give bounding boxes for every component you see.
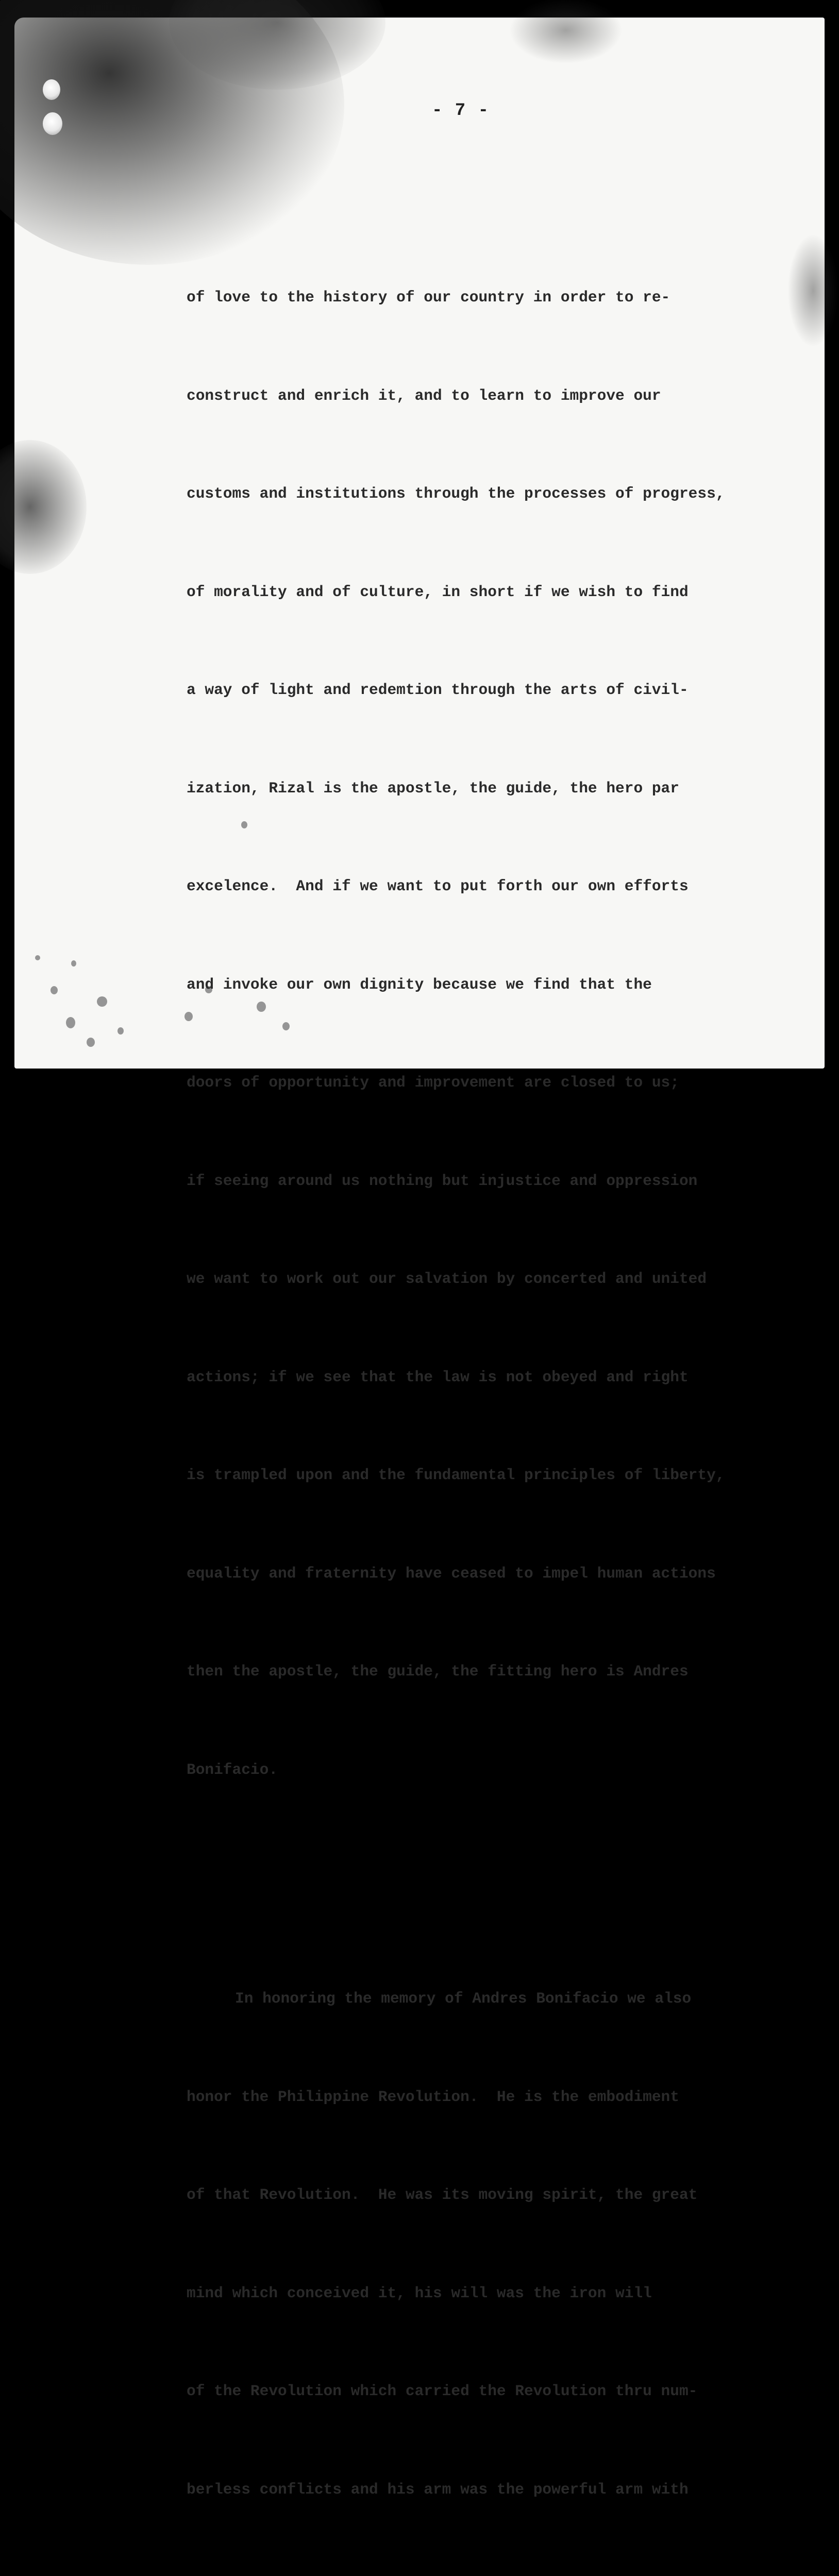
text-line: honor the Philippine Revolution. He is the embodiment [187, 2088, 679, 2106]
speck [71, 960, 76, 967]
text-line: berless conflicts and his arm was the powerful arm with [187, 2480, 689, 2498]
punch-hole [43, 112, 62, 135]
text-line: of morality and of culture, in short if we wish to find [187, 583, 689, 601]
speck [87, 1038, 95, 1047]
speck [66, 1017, 75, 1028]
document-page [14, 18, 825, 2498]
smudge [787, 234, 839, 347]
text-line: customs and institutions through the processes of progress, [187, 485, 725, 502]
text-line: we want to work out our salvation by concerted and united [187, 1270, 707, 1287]
text-line: construct and enrich it, and to learn to improve our [187, 386, 661, 404]
text-line: In honoring the memory of Andres Bonifacio we also [235, 1990, 692, 2007]
text-line [187, 2571, 795, 2576]
speck [118, 1027, 124, 1035]
body-text [187, 150, 795, 2576]
text-line: ization, Rizal is the apostle, the guide, the hero par [187, 779, 679, 797]
text-line: if seeing around us nothing but injustice and oppression [187, 1172, 698, 1190]
page-number: - 7 - [432, 101, 490, 121]
text-line: mind which conceived it, his will was the iron will [187, 2284, 652, 2302]
text-line: of love to the history of our country in order to re- [187, 289, 670, 306]
paragraph [187, 216, 795, 1852]
text-line: doors of opportunity and improvement are closed to us; [187, 1074, 679, 1091]
text-line: then the apostle, the guide, the fitting hero is Andres [187, 1663, 689, 1680]
text-line: a way of light and redemtion through the arts of civil- [187, 681, 689, 699]
punch-hole [43, 79, 60, 100]
text-line: excelence. And if we want to put forth our own efforts [187, 877, 689, 895]
text-line: of that Revolution. He was its moving spirit, the great [187, 2186, 698, 2204]
smudge [169, 0, 385, 90]
text-line: Bonifacio. [187, 1760, 278, 1778]
text-line: and invoke our own dignity because we find that the [187, 975, 652, 993]
paragraph [187, 1917, 795, 2576]
speck [35, 955, 40, 960]
text-line: equality and fraternity have ceased to impel human actions [187, 1564, 716, 1582]
text-line: is trampled upon and the fundamental principles of liberty, [187, 1466, 725, 1484]
speck [51, 986, 58, 994]
smudge [0, 440, 87, 574]
smudge [509, 0, 623, 64]
text-line: actions; if we see that the law is not obeyed and right [187, 1368, 689, 1386]
speck [97, 996, 107, 1007]
text-line: of the Revolution which carried the Revolution thru num- [187, 2382, 698, 2400]
